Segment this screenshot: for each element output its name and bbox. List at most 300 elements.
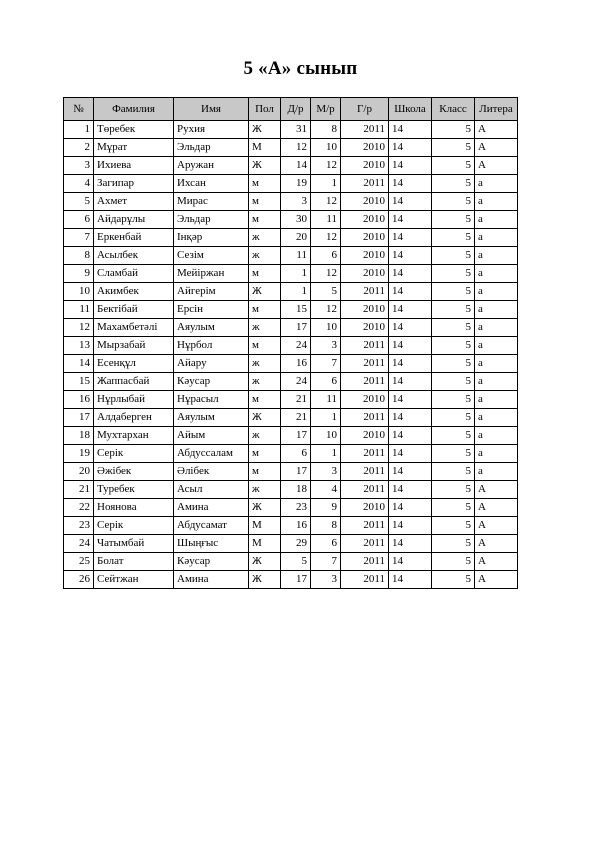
cell-birth-month: 10 <box>311 427 341 445</box>
cell-letter: а <box>475 445 518 463</box>
cell-school: 14 <box>389 535 432 553</box>
cell-name: Мирас <box>174 193 249 211</box>
cell-birth-year: 2010 <box>341 319 389 337</box>
cell-school: 14 <box>389 409 432 427</box>
cell-name: Ерсін <box>174 301 249 319</box>
cell-class: 5 <box>432 427 475 445</box>
cell-birth-month: 3 <box>311 571 341 589</box>
table-row <box>64 139 518 157</box>
cell-birth-month: 1 <box>311 409 341 427</box>
cell-birth-day: 23 <box>281 499 311 517</box>
cell-surname: Мұрат <box>94 139 174 157</box>
cell-letter: а <box>475 409 518 427</box>
cell-surname: Мырзабай <box>94 337 174 355</box>
cell-birth-year: 2011 <box>341 571 389 589</box>
cell-surname: Болат <box>94 553 174 571</box>
cell-surname: Бектібай <box>94 301 174 319</box>
cell-letter: а <box>475 247 518 265</box>
cell-gender: Ж <box>249 409 281 427</box>
cell-surname: Туребек <box>94 481 174 499</box>
cell-letter: а <box>475 175 518 193</box>
cell-birth-day: 18 <box>281 481 311 499</box>
cell-birth-month: 6 <box>311 373 341 391</box>
cell-gender: М <box>249 517 281 535</box>
cell-number: 21 <box>64 481 94 499</box>
cell-name: Абдусамат <box>174 517 249 535</box>
table-row <box>64 265 518 283</box>
cell-birth-year: 2011 <box>341 463 389 481</box>
cell-birth-month: 10 <box>311 319 341 337</box>
cell-number: 9 <box>64 265 94 283</box>
cell-gender: М <box>249 139 281 157</box>
cell-gender: Ж <box>249 499 281 517</box>
cell-school: 14 <box>389 229 432 247</box>
cell-surname: Ноянова <box>94 499 174 517</box>
cell-gender: ж <box>249 373 281 391</box>
cell-letter: а <box>475 373 518 391</box>
cell-surname: Алдаберген <box>94 409 174 427</box>
cell-gender: ж <box>249 247 281 265</box>
table-row <box>64 535 518 553</box>
cell-surname: Жаппасбай <box>94 373 174 391</box>
cell-class: 5 <box>432 139 475 157</box>
cell-class: 5 <box>432 301 475 319</box>
table-row <box>64 355 518 373</box>
cell-number: 26 <box>64 571 94 589</box>
cell-name: Нұрбол <box>174 337 249 355</box>
cell-name: Айгерім <box>174 283 249 301</box>
cell-letter: а <box>475 391 518 409</box>
cell-gender: м <box>249 301 281 319</box>
cell-number: 3 <box>64 157 94 175</box>
cell-birth-day: 21 <box>281 391 311 409</box>
cell-surname: Махамбетәлі <box>94 319 174 337</box>
cell-gender: Ж <box>249 553 281 571</box>
table-row <box>64 391 518 409</box>
table-row <box>64 157 518 175</box>
cell-school: 14 <box>389 427 432 445</box>
header-birth-month: М/р <box>311 98 341 121</box>
cell-birth-day: 6 <box>281 445 311 463</box>
cell-class: 5 <box>432 481 475 499</box>
cell-gender: ж <box>249 319 281 337</box>
cell-surname: Ахмет <box>94 193 174 211</box>
cell-gender: м <box>249 391 281 409</box>
cell-birth-month: 10 <box>311 139 341 157</box>
cell-birth-year: 2010 <box>341 265 389 283</box>
cell-birth-year: 2011 <box>341 355 389 373</box>
cell-number: 17 <box>64 409 94 427</box>
cell-class: 5 <box>432 355 475 373</box>
cell-birth-year: 2011 <box>341 121 389 139</box>
cell-class: 5 <box>432 211 475 229</box>
cell-birth-year: 2010 <box>341 139 389 157</box>
cell-gender: Ж <box>249 157 281 175</box>
cell-birth-year: 2010 <box>341 391 389 409</box>
cell-number: 11 <box>64 301 94 319</box>
cell-birth-day: 3 <box>281 193 311 211</box>
cell-surname: Акимбек <box>94 283 174 301</box>
table-row <box>64 301 518 319</box>
cell-birth-month: 12 <box>311 229 341 247</box>
cell-number: 18 <box>64 427 94 445</box>
cell-name: Сезім <box>174 247 249 265</box>
cell-school: 14 <box>389 355 432 373</box>
cell-birth-month: 3 <box>311 463 341 481</box>
cell-gender: м <box>249 265 281 283</box>
table-header-row <box>64 98 518 121</box>
cell-birth-day: 16 <box>281 517 311 535</box>
cell-birth-month: 1 <box>311 445 341 463</box>
cell-birth-day: 21 <box>281 409 311 427</box>
cell-letter: А <box>475 499 518 517</box>
cell-name: Мейіржан <box>174 265 249 283</box>
cell-gender: м <box>249 463 281 481</box>
cell-gender: ж <box>249 427 281 445</box>
cell-name: Рухия <box>174 121 249 139</box>
cell-gender: м <box>249 337 281 355</box>
cell-school: 14 <box>389 445 432 463</box>
cell-surname: Төребек <box>94 121 174 139</box>
cell-class: 5 <box>432 409 475 427</box>
cell-class: 5 <box>432 553 475 571</box>
cell-birth-month: 8 <box>311 517 341 535</box>
cell-class: 5 <box>432 463 475 481</box>
cell-surname: Сламбай <box>94 265 174 283</box>
cell-surname: Мухтархан <box>94 427 174 445</box>
cell-class: 5 <box>432 229 475 247</box>
cell-letter: а <box>475 283 518 301</box>
cell-school: 14 <box>389 319 432 337</box>
cell-letter: а <box>475 193 518 211</box>
cell-class: 5 <box>432 265 475 283</box>
cell-class: 5 <box>432 247 475 265</box>
cell-gender: ж <box>249 355 281 373</box>
cell-number: 8 <box>64 247 94 265</box>
table-row <box>64 499 518 517</box>
cell-number: 24 <box>64 535 94 553</box>
cell-number: 14 <box>64 355 94 373</box>
cell-birth-month: 3 <box>311 337 341 355</box>
page-title: 5 «А» сынып <box>243 58 358 79</box>
table-row <box>64 121 518 139</box>
cell-birth-day: 17 <box>281 319 311 337</box>
cell-letter: А <box>475 139 518 157</box>
cell-birth-day: 20 <box>281 229 311 247</box>
cell-birth-year: 2011 <box>341 175 389 193</box>
cell-school: 14 <box>389 373 432 391</box>
cell-birth-year: 2010 <box>341 193 389 211</box>
cell-school: 14 <box>389 481 432 499</box>
cell-school: 14 <box>389 499 432 517</box>
cell-number: 12 <box>64 319 94 337</box>
cell-name: Асыл <box>174 481 249 499</box>
cell-letter: а <box>475 463 518 481</box>
cell-name: Кәусар <box>174 373 249 391</box>
cell-birth-year: 2011 <box>341 337 389 355</box>
cell-gender: Ж <box>249 283 281 301</box>
cell-number: 19 <box>64 445 94 463</box>
cell-birth-month: 9 <box>311 499 341 517</box>
cell-surname: Сейтжан <box>94 571 174 589</box>
cell-school: 14 <box>389 517 432 535</box>
cell-gender: ж <box>249 229 281 247</box>
cell-letter: а <box>475 211 518 229</box>
table-row <box>64 571 518 589</box>
cell-name: Аружан <box>174 157 249 175</box>
cell-class: 5 <box>432 499 475 517</box>
cell-school: 14 <box>389 283 432 301</box>
cell-birth-year: 2010 <box>341 301 389 319</box>
cell-number: 20 <box>64 463 94 481</box>
cell-letter: А <box>475 517 518 535</box>
cell-school: 14 <box>389 211 432 229</box>
cell-birth-month: 6 <box>311 247 341 265</box>
cell-school: 14 <box>389 301 432 319</box>
cell-class: 5 <box>432 373 475 391</box>
cell-birth-day: 17 <box>281 427 311 445</box>
cell-birth-month: 12 <box>311 193 341 211</box>
cell-name: Амина <box>174 499 249 517</box>
cell-letter: А <box>475 535 518 553</box>
cell-birth-day: 1 <box>281 283 311 301</box>
cell-birth-day: 30 <box>281 211 311 229</box>
cell-birth-year: 2010 <box>341 229 389 247</box>
cell-class: 5 <box>432 319 475 337</box>
header-number: № <box>64 98 94 121</box>
cell-class: 5 <box>432 283 475 301</box>
cell-class: 5 <box>432 175 475 193</box>
cell-class: 5 <box>432 391 475 409</box>
table-row <box>64 211 518 229</box>
cell-letter: а <box>475 229 518 247</box>
cell-school: 14 <box>389 175 432 193</box>
cell-birth-year: 2011 <box>341 535 389 553</box>
cell-birth-year: 2010 <box>341 499 389 517</box>
cell-birth-day: 12 <box>281 139 311 157</box>
cell-school: 14 <box>389 157 432 175</box>
cell-surname: Чатымбай <box>94 535 174 553</box>
cell-class: 5 <box>432 337 475 355</box>
cell-birth-month: 1 <box>311 175 341 193</box>
cell-birth-day: 24 <box>281 373 311 391</box>
cell-birth-day: 15 <box>281 301 311 319</box>
table-row <box>64 463 518 481</box>
cell-birth-day: 16 <box>281 355 311 373</box>
cell-birth-month: 4 <box>311 481 341 499</box>
cell-number: 16 <box>64 391 94 409</box>
cell-class: 5 <box>432 571 475 589</box>
cell-number: 23 <box>64 517 94 535</box>
cell-gender: Ж <box>249 121 281 139</box>
cell-name: Шыңғыс <box>174 535 249 553</box>
cell-gender: м <box>249 175 281 193</box>
cell-class: 5 <box>432 121 475 139</box>
cell-number: 2 <box>64 139 94 157</box>
cell-birth-month: 7 <box>311 355 341 373</box>
cell-number: 15 <box>64 373 94 391</box>
cell-class: 5 <box>432 193 475 211</box>
cell-birth-day: 14 <box>281 157 311 175</box>
cell-name: Эльдар <box>174 139 249 157</box>
cell-number: 4 <box>64 175 94 193</box>
cell-number: 10 <box>64 283 94 301</box>
cell-birth-month: 12 <box>311 265 341 283</box>
table-row <box>64 283 518 301</box>
cell-birth-year: 2010 <box>341 247 389 265</box>
cell-school: 14 <box>389 391 432 409</box>
cell-name: Аяулым <box>174 319 249 337</box>
cell-surname: Айдарұлы <box>94 211 174 229</box>
cell-birth-year: 2010 <box>341 427 389 445</box>
cell-class: 5 <box>432 445 475 463</box>
cell-class: 5 <box>432 157 475 175</box>
table-row <box>64 247 518 265</box>
cell-letter: а <box>475 337 518 355</box>
cell-birth-year: 2011 <box>341 283 389 301</box>
cell-number: 1 <box>64 121 94 139</box>
table-row <box>64 193 518 211</box>
table-row <box>64 517 518 535</box>
cell-birth-day: 19 <box>281 175 311 193</box>
cell-surname: Серік <box>94 445 174 463</box>
cell-number: 22 <box>64 499 94 517</box>
table-row <box>64 229 518 247</box>
cell-surname: Загипар <box>94 175 174 193</box>
cell-birth-day: 1 <box>281 265 311 283</box>
cell-school: 14 <box>389 553 432 571</box>
cell-birth-month: 11 <box>311 211 341 229</box>
cell-number: 13 <box>64 337 94 355</box>
header-class: Класс <box>432 98 475 121</box>
cell-school: 14 <box>389 139 432 157</box>
cell-class: 5 <box>432 535 475 553</box>
cell-name: Інқәр <box>174 229 249 247</box>
cell-name: Абдуссалам <box>174 445 249 463</box>
student-roster-table <box>63 97 518 589</box>
cell-number: 5 <box>64 193 94 211</box>
cell-birth-day: 17 <box>281 463 311 481</box>
cell-school: 14 <box>389 247 432 265</box>
header-letter: Литера <box>475 98 518 121</box>
cell-birth-month: 6 <box>311 535 341 553</box>
table-row <box>64 481 518 499</box>
header-birth-year: Г/р <box>341 98 389 121</box>
cell-birth-year: 2011 <box>341 445 389 463</box>
cell-gender: Ж <box>249 571 281 589</box>
cell-birth-year: 2011 <box>341 481 389 499</box>
table-row <box>64 175 518 193</box>
header-name: Имя <box>174 98 249 121</box>
cell-gender: м <box>249 445 281 463</box>
cell-birth-month: 12 <box>311 157 341 175</box>
header-gender: Пол <box>249 98 281 121</box>
cell-birth-day: 31 <box>281 121 311 139</box>
cell-school: 14 <box>389 337 432 355</box>
cell-birth-month: 5 <box>311 283 341 301</box>
cell-name: Кәусар <box>174 553 249 571</box>
cell-surname: Есенқұл <box>94 355 174 373</box>
cell-gender: М <box>249 535 281 553</box>
cell-birth-day: 5 <box>281 553 311 571</box>
cell-letter: А <box>475 553 518 571</box>
cell-surname: Асылбек <box>94 247 174 265</box>
cell-number: 7 <box>64 229 94 247</box>
cell-letter: А <box>475 157 518 175</box>
header-school: Школа <box>389 98 432 121</box>
cell-birth-day: 17 <box>281 571 311 589</box>
cell-letter: а <box>475 427 518 445</box>
header-surname: Фамилия <box>94 98 174 121</box>
cell-name: Нұрасыл <box>174 391 249 409</box>
cell-gender: ж <box>249 481 281 499</box>
cell-letter: а <box>475 319 518 337</box>
cell-birth-day: 24 <box>281 337 311 355</box>
cell-birth-month: 8 <box>311 121 341 139</box>
cell-surname: Әжібек <box>94 463 174 481</box>
cell-birth-year: 2011 <box>341 517 389 535</box>
cell-name: Айым <box>174 427 249 445</box>
table-row <box>64 373 518 391</box>
cell-number: 6 <box>64 211 94 229</box>
cell-birth-year: 2010 <box>341 211 389 229</box>
cell-name: Амина <box>174 571 249 589</box>
cell-name: Әлібек <box>174 463 249 481</box>
cell-birth-year: 2011 <box>341 553 389 571</box>
cell-letter: А <box>475 571 518 589</box>
cell-letter: А <box>475 121 518 139</box>
cell-surname: Ихиева <box>94 157 174 175</box>
cell-birth-year: 2011 <box>341 409 389 427</box>
cell-birth-month: 11 <box>311 391 341 409</box>
cell-birth-month: 12 <box>311 301 341 319</box>
table-row <box>64 319 518 337</box>
cell-school: 14 <box>389 121 432 139</box>
cell-gender: м <box>249 211 281 229</box>
cell-class: 5 <box>432 517 475 535</box>
cell-letter: А <box>475 481 518 499</box>
cell-gender: м <box>249 193 281 211</box>
cell-birth-month: 7 <box>311 553 341 571</box>
cell-name: Аяулым <box>174 409 249 427</box>
cell-school: 14 <box>389 571 432 589</box>
cell-letter: а <box>475 355 518 373</box>
table-row <box>64 409 518 427</box>
cell-letter: а <box>475 301 518 319</box>
cell-school: 14 <box>389 265 432 283</box>
cell-name: Эльдар <box>174 211 249 229</box>
table-row <box>64 427 518 445</box>
cell-number: 25 <box>64 553 94 571</box>
table-row <box>64 337 518 355</box>
table-row <box>64 445 518 463</box>
cell-birth-day: 29 <box>281 535 311 553</box>
cell-letter: а <box>475 265 518 283</box>
cell-birth-day: 11 <box>281 247 311 265</box>
cell-birth-year: 2010 <box>341 157 389 175</box>
cell-surname: Нұрлыбай <box>94 391 174 409</box>
cell-name: Айару <box>174 355 249 373</box>
table-row <box>64 553 518 571</box>
header-birth-day: Д/р <box>281 98 311 121</box>
cell-school: 14 <box>389 193 432 211</box>
cell-name: Ихсан <box>174 175 249 193</box>
table-body <box>64 121 518 589</box>
cell-surname: Серік <box>94 517 174 535</box>
cell-school: 14 <box>389 463 432 481</box>
cell-surname: Еркенбай <box>94 229 174 247</box>
cell-birth-year: 2011 <box>341 373 389 391</box>
